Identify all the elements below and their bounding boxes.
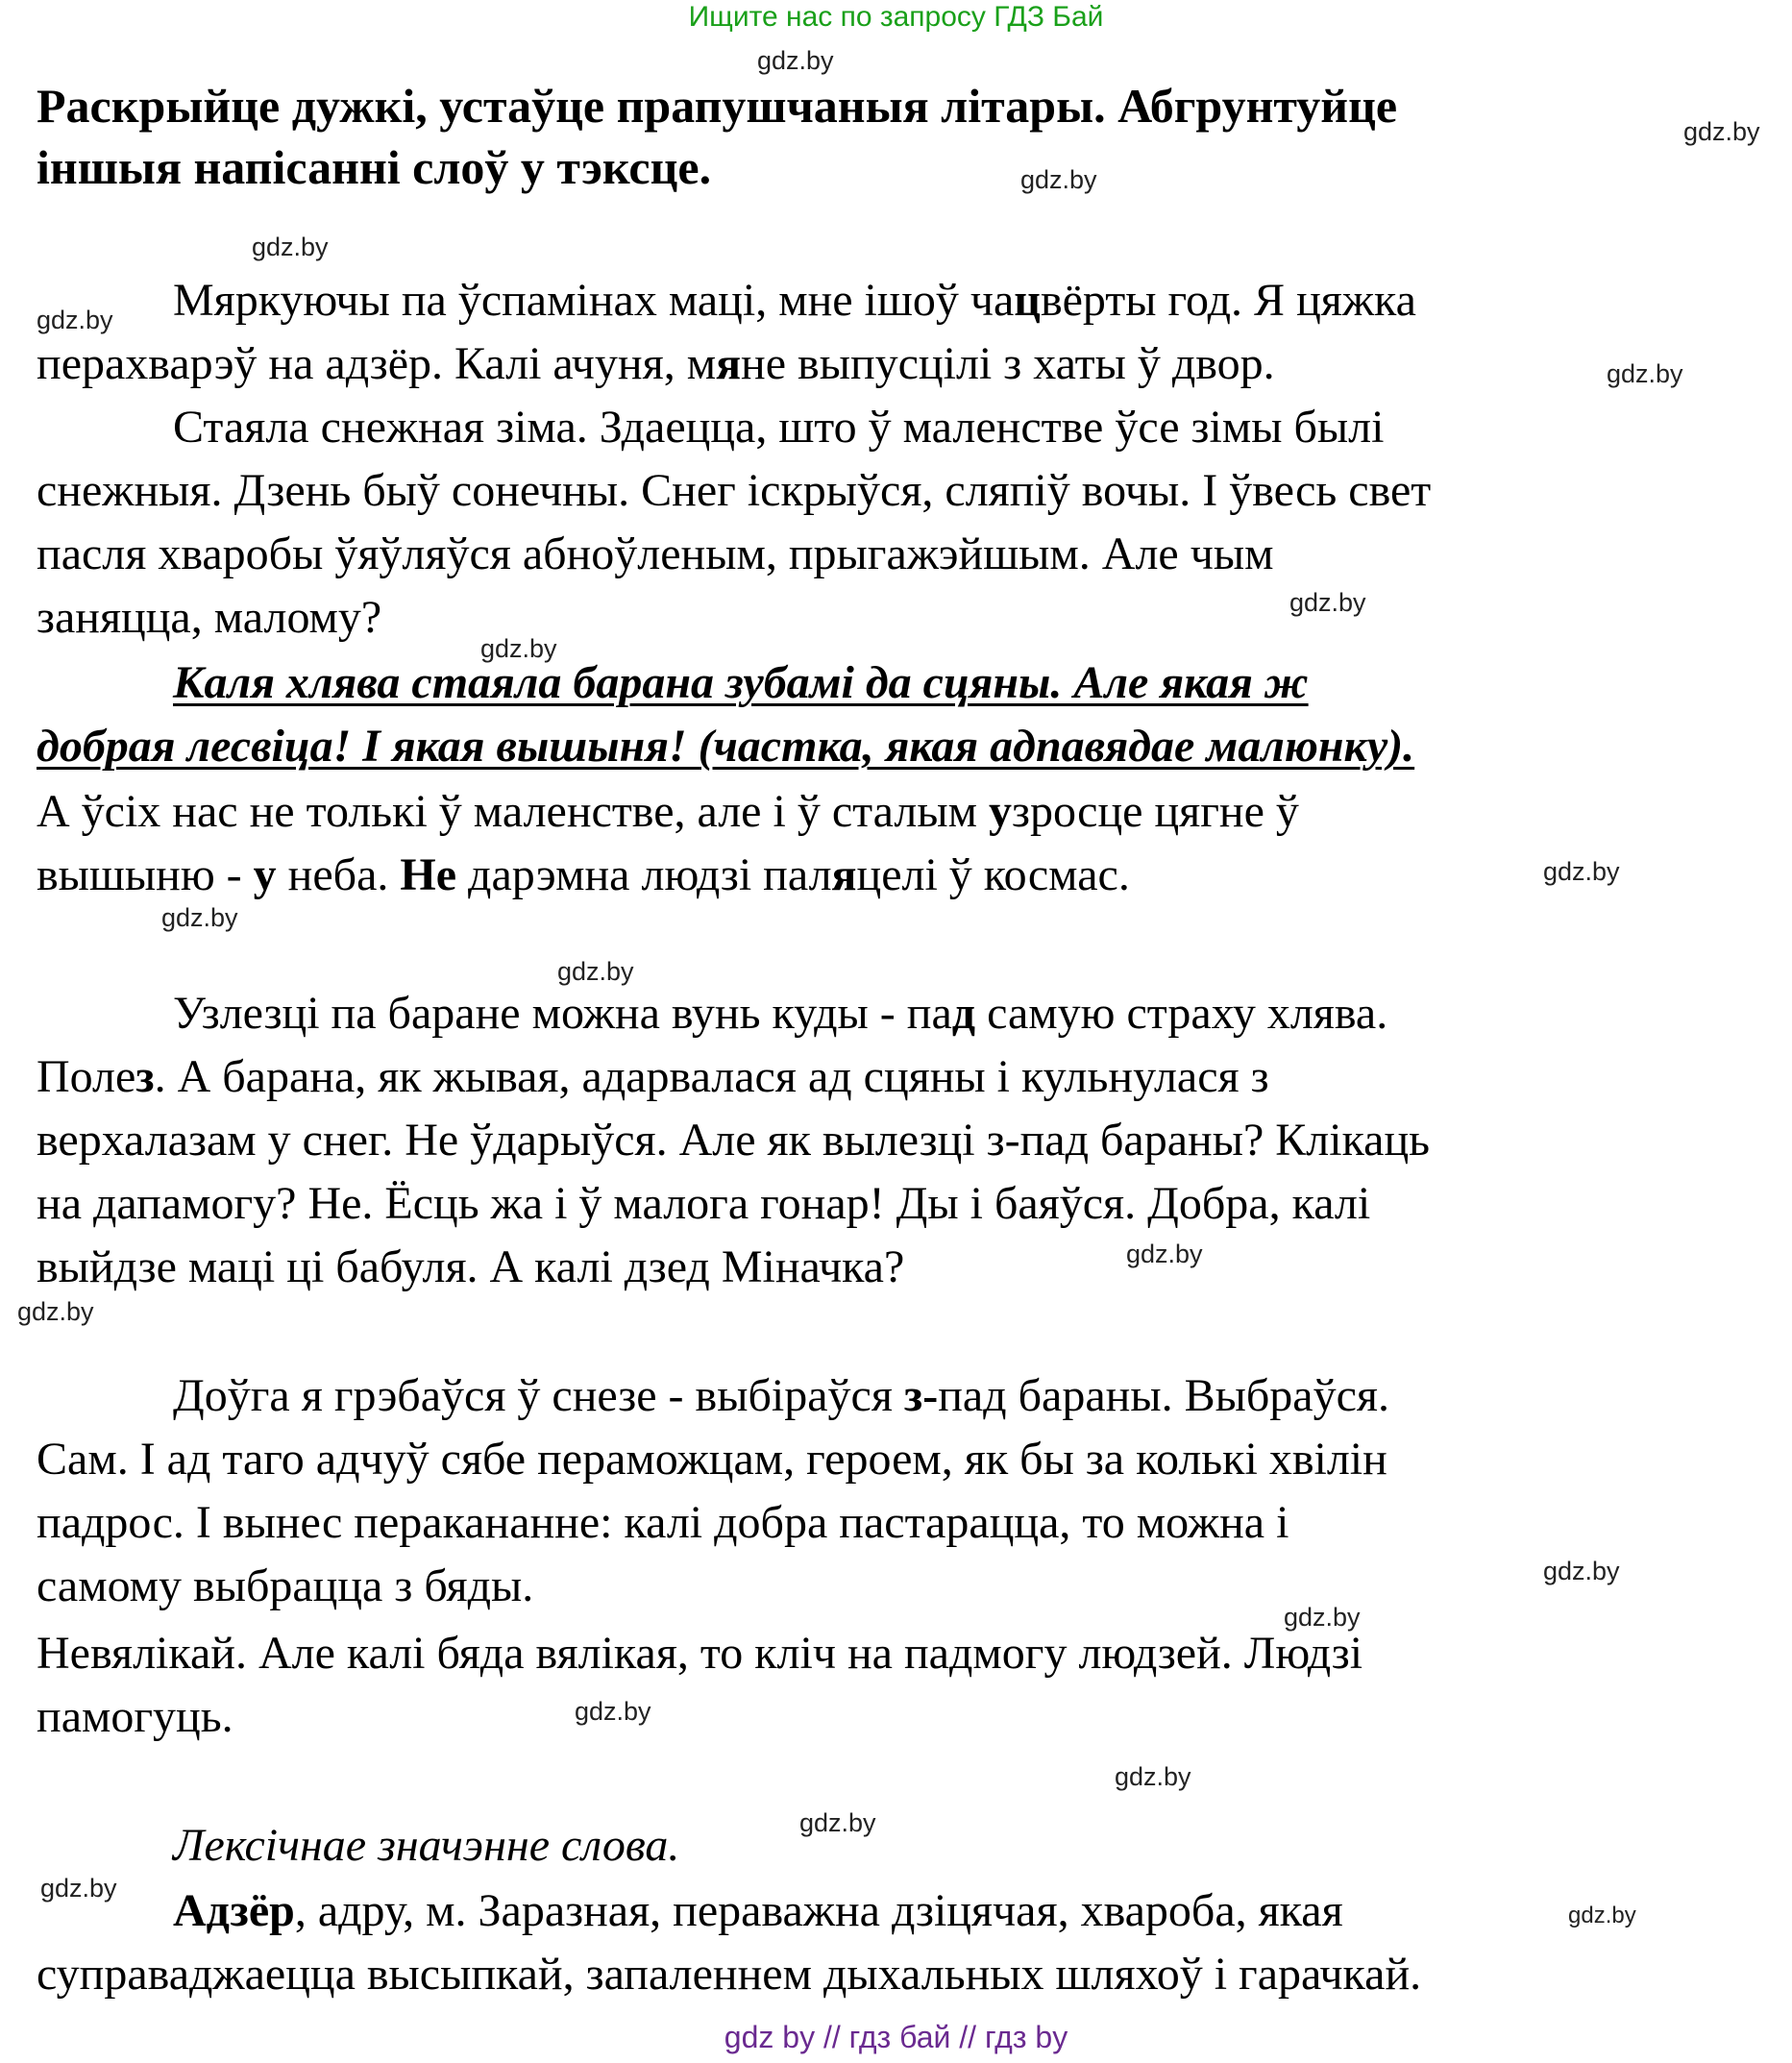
watermark: gdz.by [40,1874,117,1903]
text-line [37,1045,1269,1109]
text-fragment: самую страху хлява. [975,988,1388,1039]
watermark: gdz.by [575,1697,651,1726]
watermark: gdz.by [1020,165,1097,194]
text-fragment: перахварэў на адзёр. Калі ачуня, м [37,338,717,389]
text-line: снежныя. Дзень быў сонечны. Снег іскрыўся, сляпіў вочы. І ўвесь свет [37,465,1432,516]
watermark: gdz.by [1289,588,1366,617]
text-fragment: вышыню - [37,849,254,900]
text-line: выйдзе маці ці бабуля. А калі дзед Міначка? [37,1241,905,1292]
text-line: памогуць. [37,1691,233,1742]
text-line [37,332,1275,396]
text-line: верхалазам у снег. Не ўдарыўся. Але як вылезці з-пад бараны? Клікаць [37,1115,1431,1166]
inserted-letter: ц [1014,275,1041,326]
watermark: gdz.by [1607,359,1683,388]
watermark: gdz.by [1543,1557,1620,1585]
text-line: Невялікай. Але калі бяда вялікая, то кліч на падмогу людзей. Людзі [37,1628,1363,1679]
text-fragment: пад бараны. Выбраўся. [938,1370,1389,1421]
watermark: gdz.by [1543,857,1620,886]
text-line [173,982,1387,1045]
text-fragment: Доўга я грэбаўся ў снезе - выбіраўся [173,1370,904,1421]
inserted-letter: д [951,988,976,1039]
emphasized-text: Каля хлява стаяла барана зубамі да сцяны. Але якая ж [173,657,1309,708]
text-fragment: А ўсіх нас не толькі ў маленстве, але і ў сталым [37,786,989,837]
task-title-line: Раскрыйце дужкі, устаўце прапушчаныя літары. Абгрунтуйце [37,79,1398,133]
bottom-banner: gdz by // гдз бай // гдз by [724,2020,1068,2054]
text-line [37,844,1130,907]
definition-line [173,1879,1343,1943]
text-line [173,1364,1389,1428]
defined-word: Адзёр [173,1885,295,1936]
emphasized-text: добрая лесвіца! І якая вышыня! (частка, якая адпавядае малюнку). [37,721,1415,772]
text-line [173,269,1416,332]
emphasized-line [37,715,1414,778]
text-fragment: Узлезці па баране можна вунь куды - па [173,988,952,1039]
text-fragment: не выпусцілі з хаты ў двор. [741,338,1275,389]
text-line [37,780,1299,844]
watermark: gdz.by [17,1297,94,1326]
text-line: на дапамогу? Не. Ёсць жа і ў малога гонар! Ды і баяўся. Добра, калі [37,1178,1371,1229]
text-fragment: Поле [37,1051,136,1102]
inserted-letter: я [716,338,742,389]
watermark: gdz.by [1115,1762,1191,1791]
top-banner: Ищите нас по запросу ГДЗ Бай [688,1,1104,33]
text-line: падрос. І вынес перакананне: калі добра пастарацца, то можна і [37,1497,1289,1548]
inserted-letter: у [253,849,277,900]
watermark: gdz.by [1568,1903,1636,1928]
watermark: gdz.by [757,46,834,75]
watermark: gdz.by [252,233,329,261]
text-fragment: неба. [276,849,401,900]
definition-line: суправаджаецца высыпкай, запаленнем дыхальных шляхоў і гарачкай. [37,1949,1422,2000]
inserted-letter: у [988,786,1012,837]
task-title [37,75,1651,198]
text-fragment: дарэмна людзі пал [456,849,832,900]
inserted-letter: Не [400,849,457,900]
definition-text: , адру, м. Заразная, пераважна дзіцячая, хвароба, якая [294,1885,1343,1936]
watermark: gdz.by [1284,1603,1361,1632]
text-fragment: вёрты год. Я цяжка [1040,275,1416,326]
inserted-letter: з- [903,1370,939,1421]
text-line: Стаяла снежная зіма. Здаецца, што ў маленстве ўсе зімы былі [173,402,1385,453]
watermark: gdz.by [161,903,238,932]
inserted-letter: я [831,849,857,900]
text-fragment: . А барана, як жывая, адарвалася ад сцяны і кульнулася з [154,1051,1269,1102]
watermark: gdz.by [37,306,113,334]
watermark: gdz.by [1683,117,1760,146]
watermark: gdz.by [557,957,634,986]
text-line: заняцца, малому? [37,592,382,643]
text-line: пасля хваробы ўяўляўся абноўленым, прыгажэйшым. Але чым [37,528,1274,579]
inserted-letter: з [135,1051,155,1102]
text-line: самому выбрацца з бяды. [37,1560,534,1611]
watermark: gdz.by [480,634,557,663]
watermark: gdz.by [799,1808,876,1837]
text-fragment: зросце цягне ў [1011,786,1299,837]
text-fragment: целі ў космас. [856,849,1130,900]
task-title-line: іншыя напісанні слоў у тэксце. [37,140,712,194]
emphasized-line [173,651,1309,715]
text-line: Сам. І ад таго адчуў сябе пераможцам, героем, як бы за колькі хвілін [37,1434,1387,1485]
lexical-heading: Лексічнае значэнне слова. [173,1820,680,1871]
watermark: gdz.by [1126,1240,1203,1268]
text-fragment: Мяркуючы па ўспамінах маці, мне ішоў ча [173,275,1015,326]
